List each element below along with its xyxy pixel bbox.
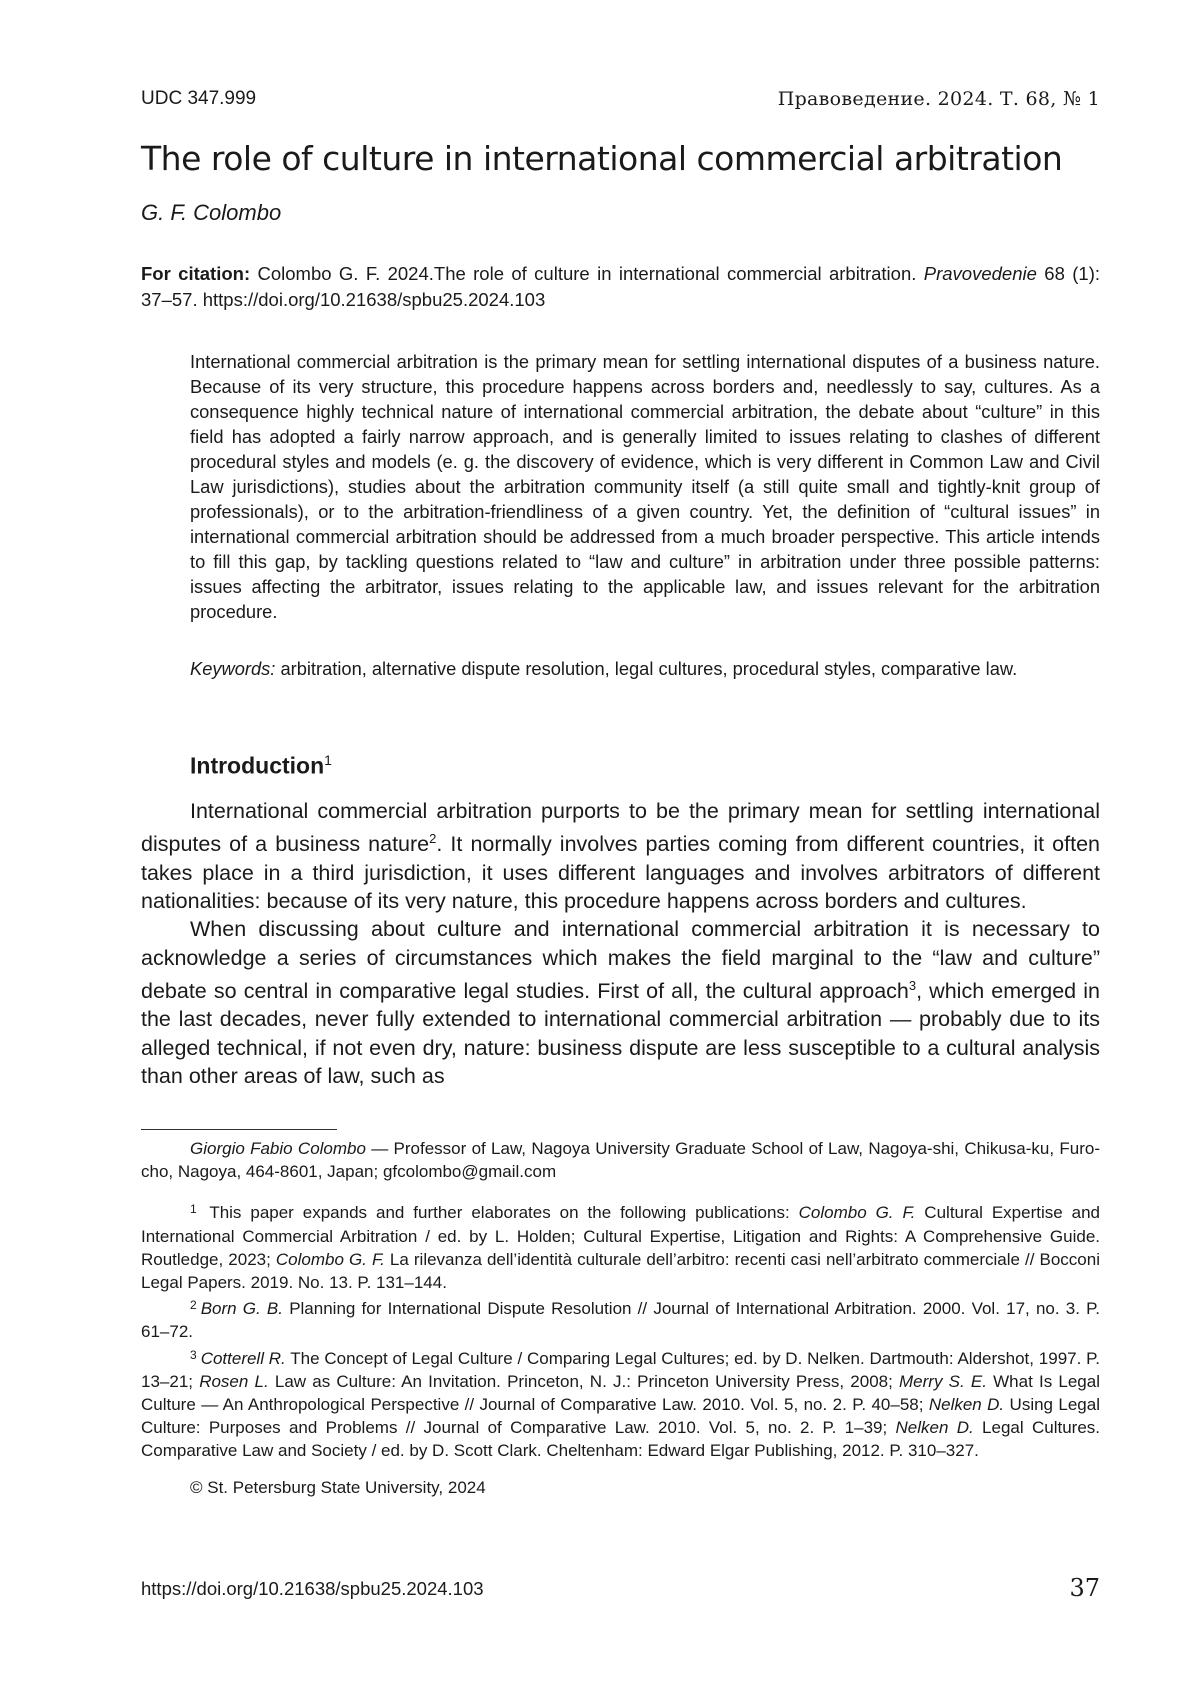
journal-issue: Правоведение. 2024. Т. 68, № 1 xyxy=(777,88,1100,110)
paragraph-text: When discussing about culture and international commercial arbitration it is necessary to acknowledge a series of circumstances which makes the field marginal to the “law and culture” debate so central in comparative legal studies. First of all, the cultural approach xyxy=(141,917,1100,1004)
footnote-2 xyxy=(141,1294,1100,1343)
footnotes xyxy=(141,1137,1100,1499)
udc-code: UDC 347.999 xyxy=(141,88,257,109)
keywords xyxy=(190,656,1100,681)
footnote-ref-3: 3 xyxy=(908,977,917,993)
footnote-author: Colombo G. F. xyxy=(798,1203,916,1223)
footnote-number: 2 xyxy=(190,1298,197,1313)
page-number: 37 xyxy=(1069,1574,1100,1602)
citation-text: Colombo G. F. 2024.The role of culture in international commercial arbitration. xyxy=(250,263,924,284)
paragraph-text: , which emerged in the last decades, never fully extended to international commercial arbitration — probably due to its alleged technical, if not even dry, nature: business dispute are less susceptible to a cultural analysis than other areas of law, such as xyxy=(141,979,1100,1088)
footnote-1 xyxy=(141,1198,1100,1294)
paragraph xyxy=(141,915,1100,1090)
section-heading-text: Introduction xyxy=(190,752,325,779)
footnote-3 xyxy=(141,1344,1100,1463)
footnote-text: La rilevanza dell’identità culturale dell’arbitro: recenti casi nell’arbitrato commerciale // Bocconi Legal Papers. 2019. No. 13. P. 131–144. xyxy=(141,1249,1100,1293)
footnote-author: Nelken D. xyxy=(895,1418,974,1438)
paragraph-text: International commercial arbitration purports to be the primary mean for settling international disputes of a business nature xyxy=(141,799,1100,857)
footnote-author: Rosen L. xyxy=(199,1371,269,1391)
footnote-text: Legal Cultures. Comparative Law and Society / ed. by D. Scott Clark. Cheltenham: Edward Elgar Publishing, 2012. P. 310–327. xyxy=(141,1418,1100,1461)
footnote-text: The Concept of Legal Culture / Comparing Legal Cultures; ed. by D. Nelken. Dartmouth: Aldershot, 1997. P. 13–21; xyxy=(141,1348,1101,1391)
footnote-divider xyxy=(141,1129,337,1130)
footnote-author: Cotterell R. xyxy=(200,1348,286,1368)
author-note xyxy=(141,1137,1100,1183)
keywords-list: arbitration, alternative dispute resolution, legal cultures, procedural styles, comparative law. xyxy=(275,658,1018,679)
author-note-affiliation: — Professor of Law, Nagoya University Graduate School of Law, Nagoya-shi, Chikusa-ku, Furo-cho, Nagoya, 464-8601, Japan; gfcolombo@gmail.com xyxy=(141,1139,1100,1182)
running-footer xyxy=(141,1574,1100,1604)
article-page xyxy=(141,0,1100,1694)
keywords-label: Keywords: xyxy=(190,658,276,679)
copyright-notice: © St. Petersburg State University, 2024 xyxy=(190,1477,486,1497)
citation-text-end: 68 (1): 37–57. https://doi.org/10.21638/spbu25.2024.103 xyxy=(141,263,1100,310)
footnote-text: This paper expands and further elaborates on the following publications: xyxy=(200,1203,799,1223)
author-note-name: Giorgio Fabio Colombo xyxy=(190,1139,366,1158)
running-header xyxy=(141,88,1100,114)
footnote-author: Colombo G. F. xyxy=(275,1249,385,1269)
citation-block xyxy=(141,261,1100,313)
citation-label: For citation: xyxy=(141,263,251,284)
footnote-number: 1 xyxy=(190,1202,197,1217)
abstract: International commercial arbitration is the primary mean for settling international disputes of a business nature. Because of its very structure, this procedure happens across borders and, needlessly to say, cultures. As a consequence highly technical nature of international commercial arbitration, the debate about “culture” in this field has adopted a fairly narrow approach, and is generally limited to issues relating to clashes of different procedural styles and models (e. g. the discovery of evidence, which is very different in Common Law and Civil Law jurisdictions), studies about the arbitration community itself (a still quite small and tightly-knit group of professionals), or to the arbitration-friendliness of a given country. Yet, the definition of “cultural issues” in international commercial arbitration should be addressed from a much broader perspective. This article intends to fill this gap, by tackling questions related to “law and culture” in arbitration under three possible patterns: issues affecting the arbitrator, issues relating to the applicable law, and issues relevant for the arbitration procedure. xyxy=(190,351,1100,622)
footnote-text: Cultural Expertise and International Commercial Arbitration / ed. by L. Holden; Cultural Expertise, Litigation and Rights: A Comprehensive Guide. Routledge, 2023; xyxy=(141,1203,1100,1269)
article-title: The role of culture in international commercial arbitration xyxy=(141,139,1063,178)
body-text xyxy=(141,797,1100,1090)
footnote-text: Using Legal Culture: Purposes and Problems // Journal of Comparative Law. 2010. Vol. 5, no. 2. P. 1–39; xyxy=(141,1395,1100,1438)
footnote-ref-1: 1 xyxy=(324,752,332,768)
footnote-author: Nelken D. xyxy=(928,1395,1005,1415)
footnote-text: Law as Culture: An Invitation. Princeton, N. J.: Princeton University Press, 2008; xyxy=(268,1371,900,1391)
footnote-text: Planning for International Dispute Resolution // Journal of International Arbitration. 2000. Vol. 17, no. 3. P. 61–72. xyxy=(141,1299,1101,1342)
footnote-author: Merry S. E. xyxy=(899,1371,987,1391)
footnote-number: 3 xyxy=(190,1347,197,1362)
section-heading-introduction xyxy=(190,745,332,781)
article-author: G. F. Colombo xyxy=(141,200,282,225)
footnote-ref-2: 2 xyxy=(429,831,437,847)
paragraph-text: . It normally involves parties coming from different countries, it often takes place in a third jurisdiction, it uses different languages and involves arbitrators of different nationalities: because of its very nature, this procedure happens across borders and cultures. xyxy=(141,832,1100,914)
paragraph xyxy=(141,797,1100,915)
footnote-author: Born G. B. xyxy=(200,1299,283,1319)
doi-link[interactable]: https://doi.org/10.21638/spbu25.2024.103 xyxy=(141,1578,484,1599)
footnote-text: What Is Legal Culture — An Anthropological Perspective // Journal of Comparative Law. 2010. Vol. 5, no. 2. P. 40–58; xyxy=(141,1371,1100,1415)
citation-journal: Pravovedenie xyxy=(923,263,1037,284)
